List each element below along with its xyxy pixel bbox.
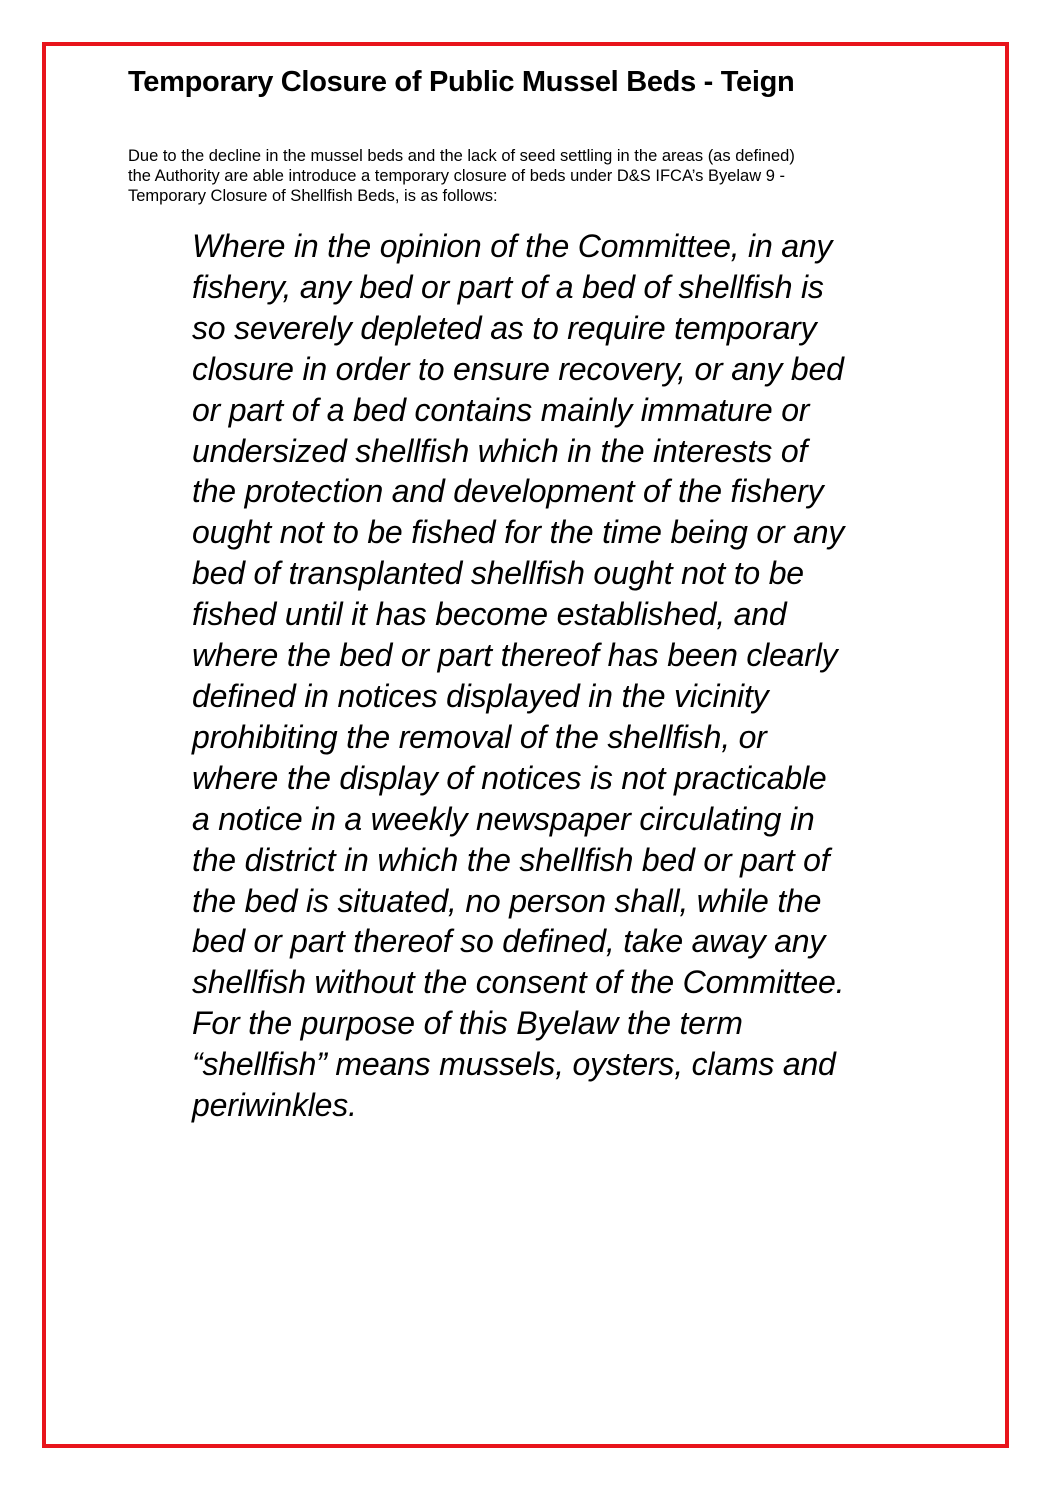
intro-line: Due to the decline in the mussel beds and the lack of seed settling in the areas (as defined) — [128, 147, 795, 165]
intro-paragraph — [128, 146, 948, 206]
byelaw-line: periwinkles. — [192, 1087, 357, 1124]
byelaw-line: bed of transplanted shellfish ought not to be — [192, 555, 804, 592]
byelaw-line: closure in order to ensure recovery, or any bed — [192, 350, 844, 387]
intro-line: Temporary Closure of Shellfish Beds, is as follows: — [128, 187, 498, 205]
byelaw-line: prohibiting the removal of the shellfish, or — [192, 718, 767, 755]
byelaw-line: the protection and development of the fishery — [192, 473, 824, 510]
byelaw-line: defined in notices displayed in the vicinity — [192, 677, 769, 714]
byelaw-line: For the purpose of this Byelaw the term — [192, 1005, 743, 1042]
document-title: Temporary Closure of Public Mussel Beds - Teign — [128, 66, 795, 98]
byelaw-line: shellfish without the consent of the Committee. — [192, 964, 845, 1001]
byelaw-line: the bed is situated, no person shall, while the — [192, 882, 822, 919]
byelaw-line: “shellfish” means mussels, oysters, clams and — [192, 1046, 836, 1083]
byelaw-line: ought not to be fished for the time being or any — [192, 514, 845, 551]
byelaw-line: where the display of notices is not practicable — [192, 759, 827, 796]
byelaw-line: where the bed or part thereof has been clearly — [192, 637, 838, 674]
byelaw-line: or part of a bed contains mainly immature or — [192, 391, 810, 428]
byelaw-line: bed or part thereof so defined, take away any — [192, 923, 826, 960]
byelaw-line: undersized shellfish which in the interests of — [192, 432, 808, 469]
byelaw-line: a notice in a weekly newspaper circulating in — [192, 800, 815, 837]
byelaw-line: fished until it has become established, and — [192, 596, 787, 633]
byelaw-line: Where in the opinion of the Committee, in any — [192, 228, 833, 264]
byelaw-line: so severely depleted as to require temporary — [192, 309, 817, 346]
byelaw-quote — [192, 226, 982, 1126]
byelaw-line: the district in which the shellfish bed or part of — [192, 841, 830, 878]
intro-line: the Authority are able introduce a temporary closure of beds under D&S IFCA’s Byelaw 9 - — [128, 167, 785, 185]
byelaw-line: fishery, any bed or part of a bed of shellfish is — [192, 268, 824, 305]
